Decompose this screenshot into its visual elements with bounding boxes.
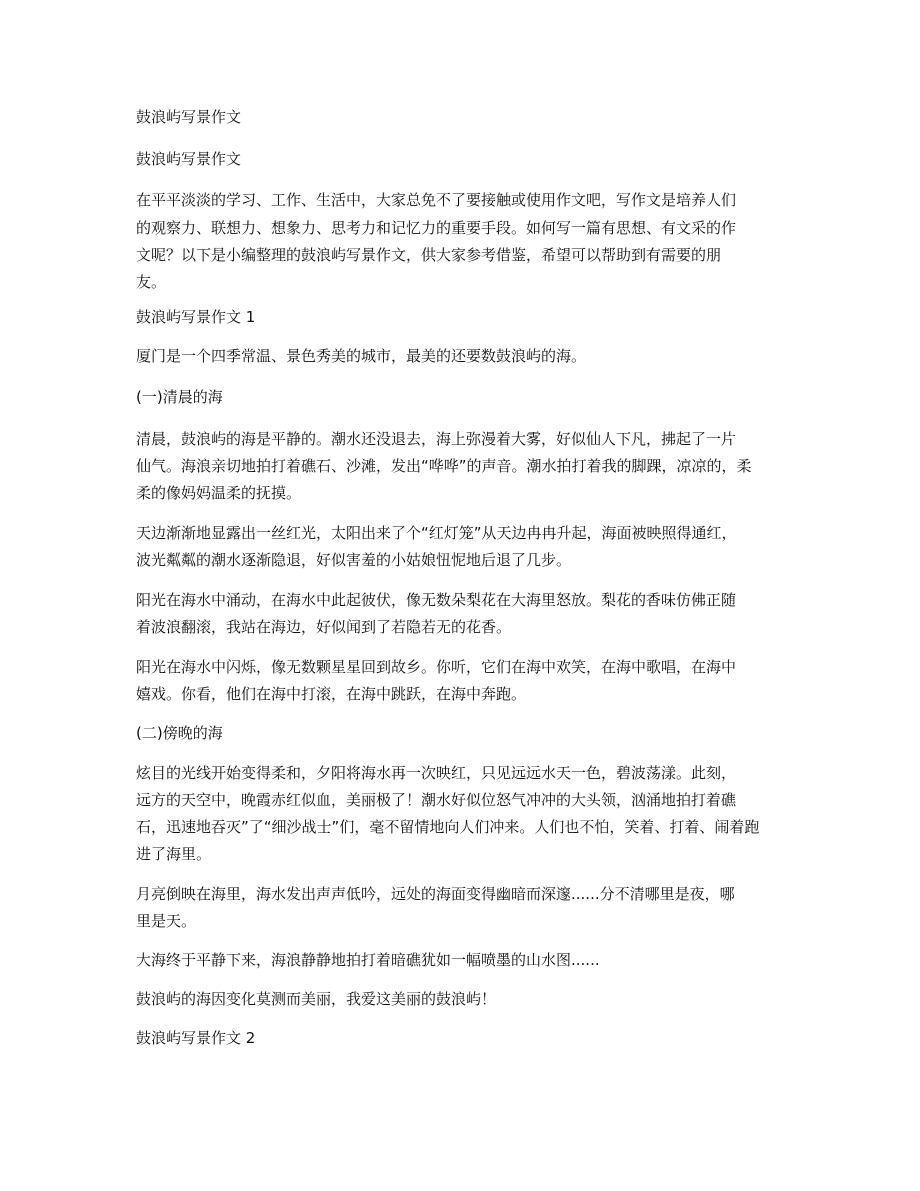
intro-line: 的观察力、联想力、想象力、思考力和记忆力的重要手段。如何写一篇有思想、有文采的作 (136, 219, 737, 237)
section-2-heading: (二)傍晚的海 (136, 724, 223, 742)
paragraph-line: 月亮倒映在海里，海水发出声声低吟，远处的海面变得幽暗而深邃......分不清哪里是夜，哪 (136, 885, 735, 903)
paragraph-line: 进了海里。 (136, 845, 212, 863)
paragraph-line: 炫目的光线开始变得柔和，夕阳将海水再一次映红，只见远远水天一色，碧波荡漾。此刻， (136, 764, 737, 782)
paragraph-line: 里是天。 (136, 912, 197, 930)
paragraph-line: 石，迅速地吞灭”了“细沙战士”们，毫不留情地向人们冲来。人们也不怕，笑着、打着、闹着跑 (136, 818, 760, 836)
section-1-heading: (一)清晨的海 (136, 388, 223, 406)
section-2-paragraph-3: 大海终于平静下来，海浪静静地拍打着暗礁犹如一幅喷墨的山水图...... (136, 951, 600, 969)
paragraph-line: 阳光在海水中涌动，在海水中此起彼伏，像无数朵梨花在大海里怒放。梨花的香味仿佛正随 (136, 591, 737, 609)
paragraph-line: 仙气。海浪亲切地拍打着礁石、沙滩，发出“哗哗”的声音。潮水拍打着我的脚踝，凉凉的，柔 (136, 457, 752, 475)
paragraph-line: 柔的像妈妈温柔的抚摸。 (136, 484, 302, 502)
essay-1-opening: 厦门是一个四季常温、景色秀美的城市，最美的还要数鼓浪屿的海。 (136, 347, 587, 365)
intro-line: 文呢？以下是小编整理的鼓浪屿写景作文，供大家参考借鉴，希望可以帮助到有需要的朋 (136, 246, 722, 264)
intro-line: 在平平淡淡的学习、工作、生活中，大家总免不了要接触或使用作文吧，写作文是培养人们 (136, 191, 737, 209)
paragraph-line: 远方的天空中，晚霞赤红似血，美丽极了！潮水好似位怒气冲冲的大头领，汹涌地拍打着礁 (136, 791, 737, 809)
document-title: 鼓浪屿写景作文 (136, 108, 242, 126)
closing-paragraph: 鼓浪屿的海因变化莫测而美丽，我爱这美丽的鼓浪屿！ (136, 990, 497, 1008)
intro-line: 友。 (136, 273, 167, 291)
paragraph-line: 波光粼粼的潮水逐渐隐退，好似害羞的小姑娘忸怩地后退了几步。 (136, 551, 572, 569)
paragraph-line: 天边渐渐地显露出一丝红光，太阳出来了个“红灯笼”从天边冉冉升起，海面被映照得通红， (136, 524, 737, 542)
essay-2-heading: 鼓浪屿写景作文 2 (136, 1029, 256, 1047)
essay-1-heading: 鼓浪屿写景作文 1 (136, 308, 256, 326)
paragraph-line: 着波浪翻滚，我站在海边，好似闻到了若隐若无的花香。 (136, 618, 512, 636)
paragraph-line: 阳光在海水中闪烁，像无数颗星星回到故乡。你听，它们在海中欢笑，在海中歌唱，在海中 (136, 658, 737, 676)
paragraph-line: 嬉戏。你看，他们在海中打滚，在海中跳跃，在海中奔跑。 (136, 685, 527, 703)
paragraph-line: 清晨，鼓浪屿的海是平静的。潮水还没退去，海上弥漫着大雾，好似仙人下凡，拂起了一片 (136, 430, 737, 448)
document-subtitle: 鼓浪屿写景作文 (136, 150, 242, 168)
